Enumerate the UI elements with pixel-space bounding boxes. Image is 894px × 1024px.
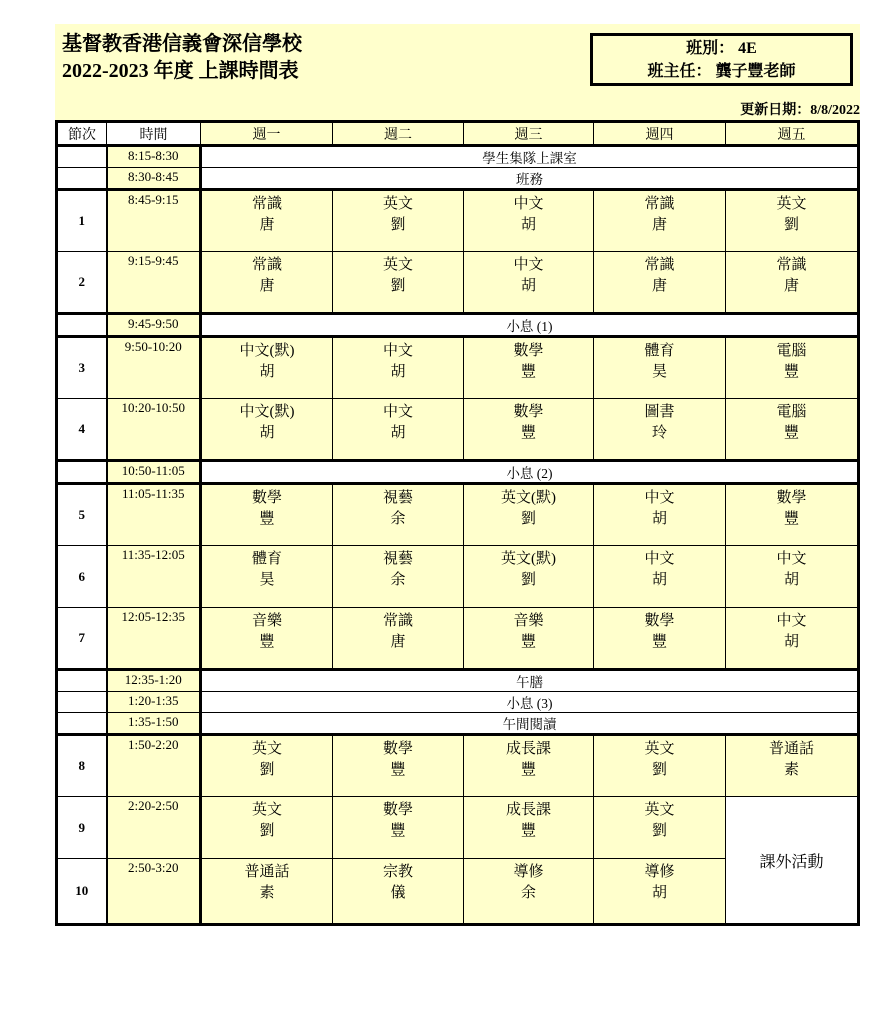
teacher-name: 胡: [390, 364, 406, 380]
subject-name: 常識: [251, 257, 282, 273]
lesson-cell: [726, 546, 859, 608]
lesson-cell: [201, 859, 333, 925]
teacher-name: 玲: [651, 425, 667, 441]
lesson-cell: [333, 484, 464, 546]
school-header: [62, 31, 302, 85]
period-number-cell: 7: [57, 608, 107, 670]
lesson-cell: [333, 797, 464, 859]
teacher-name: 昊: [259, 572, 275, 588]
lesson-row: [57, 190, 859, 252]
subject-name: 英文(默): [501, 490, 556, 506]
header-row: [57, 122, 859, 146]
updated-date-label: 更新日期：: [740, 103, 811, 118]
lesson-cell: [201, 484, 333, 546]
subject-name: 中文: [644, 551, 675, 567]
subject-name: 數學: [513, 343, 544, 359]
class-label: 班別：: [686, 39, 735, 57]
teacher-name: 唐: [651, 217, 667, 233]
subject-name: 數學: [776, 490, 807, 506]
lesson-cell: [464, 735, 594, 797]
lesson-row: [57, 797, 859, 859]
time-cell: 9:15-9:45: [107, 252, 201, 314]
class-teacher-label: 班主任：: [647, 62, 712, 80]
teacher-name: 唐: [651, 278, 667, 294]
subject-name: 電腦: [776, 343, 807, 359]
time-cell: 10:20-10:50: [107, 399, 201, 461]
time-cell: 1:20-1:35: [107, 692, 201, 713]
teacher-name: 唐: [259, 278, 275, 294]
teacher-name: 劉: [783, 217, 799, 233]
lesson-cell: [464, 484, 594, 546]
schedule-span-row: [57, 314, 859, 337]
teacher-name: 儀: [390, 885, 406, 901]
teacher-name: 豐: [651, 634, 667, 650]
whole-class-activity-cell: 小息 (1): [201, 314, 859, 337]
lesson-cell: [201, 546, 333, 608]
school-name: 基督教香港信義會深信學校: [62, 33, 302, 55]
updated-date-value: 8/8/2022: [810, 103, 860, 118]
subject-name: 成長課: [505, 802, 551, 818]
period-number-cell: [57, 461, 107, 484]
teacher-name: 豐: [520, 634, 536, 650]
lesson-cell: [594, 546, 726, 608]
subject-name: 常識: [251, 196, 282, 212]
subject-name: 中文(默): [239, 343, 295, 359]
subject-name: 中文(默): [239, 404, 295, 420]
time-cell: 9:45-9:50: [107, 314, 201, 337]
class-value: 4E: [738, 39, 757, 57]
teacher-name: 豐: [259, 511, 275, 527]
time-cell: 8:15-8:30: [107, 146, 201, 168]
lesson-cell: [594, 337, 726, 399]
period-number-cell: [57, 168, 107, 190]
lesson-cell: [726, 337, 859, 399]
lesson-cell: [464, 608, 594, 670]
column-header: 週四: [594, 122, 726, 146]
subject-name: 電腦: [776, 404, 807, 420]
teacher-name: 劉: [520, 572, 536, 588]
period-number-cell: 3: [57, 337, 107, 399]
subject-name: 視藝: [382, 551, 413, 567]
time-cell: 8:30-8:45: [107, 168, 201, 190]
time-cell: 11:35-12:05: [107, 546, 201, 608]
period-number-cell: [57, 670, 107, 692]
subject-name: 常識: [382, 613, 413, 629]
lesson-row: [57, 484, 859, 546]
column-header: 週一: [201, 122, 333, 146]
lesson-row: [57, 546, 859, 608]
column-header: 時間: [107, 122, 201, 146]
teacher-name: 余: [390, 572, 406, 588]
teacher-name: 胡: [259, 364, 275, 380]
teacher-name: 素: [259, 885, 275, 901]
time-cell: 1:50-2:20: [107, 735, 201, 797]
subject-name: 英文: [251, 802, 282, 818]
schedule-span-row: [57, 692, 859, 713]
lesson-cell: [333, 252, 464, 314]
lesson-cell: [201, 608, 333, 670]
class-line: [593, 37, 850, 60]
updated-date: [740, 99, 860, 119]
lesson-cell: [201, 797, 333, 859]
teacher-name: 唐: [259, 217, 275, 233]
teacher-name: 劉: [651, 762, 667, 778]
lesson-cell: [201, 337, 333, 399]
period-number-cell: 5: [57, 484, 107, 546]
whole-class-activity-cell: 班務: [201, 168, 859, 190]
period-number-cell: 9: [57, 797, 107, 859]
subject-name: 圖書: [644, 404, 675, 420]
lesson-cell: [594, 608, 726, 670]
lesson-cell: [594, 859, 726, 925]
subject-name: 中文: [513, 257, 544, 273]
whole-class-activity-cell: 小息 (3): [201, 692, 859, 713]
teacher-name: 豐: [783, 425, 799, 441]
class-info-box: [590, 33, 853, 86]
subject-name: 英文: [644, 741, 675, 757]
subject-name: 數學: [251, 490, 282, 506]
time-cell: 12:35-1:20: [107, 670, 201, 692]
column-header: 週二: [333, 122, 464, 146]
lesson-cell: [333, 337, 464, 399]
lesson-cell: [201, 399, 333, 461]
schedule-span-row: [57, 461, 859, 484]
teacher-name: 胡: [520, 278, 536, 294]
lesson-row: [57, 252, 859, 314]
timetable: [55, 120, 860, 926]
subject-name: 宗教: [382, 864, 413, 880]
lesson-cell: [726, 399, 859, 461]
subject-name: 導修: [644, 864, 675, 880]
subject-name: 數學: [382, 741, 413, 757]
subject-name: 體育: [644, 343, 675, 359]
teacher-name: 劉: [520, 511, 536, 527]
whole-class-activity-cell: 小息 (2): [201, 461, 859, 484]
subject-name: 普通話: [768, 741, 814, 757]
lesson-cell: [333, 735, 464, 797]
teacher-name: 劉: [259, 823, 275, 839]
teacher-name: 胡: [259, 425, 275, 441]
subject-name: 視藝: [382, 490, 413, 506]
column-header: 節次: [57, 122, 107, 146]
teacher-name: 豐: [390, 823, 406, 839]
whole-class-activity-cell: 午間閱讀: [201, 713, 859, 735]
schedule-span-row: [57, 670, 859, 692]
teacher-name: 胡: [651, 885, 667, 901]
lesson-cell: [726, 484, 859, 546]
lesson-row: [57, 608, 859, 670]
schedule-span-row: [57, 168, 859, 190]
time-cell: 1:35-1:50: [107, 713, 201, 735]
teacher-name: 余: [520, 885, 536, 901]
subject-name: 數學: [382, 802, 413, 818]
teacher-name: 豐: [520, 364, 536, 380]
lesson-cell: [594, 399, 726, 461]
time-cell: 2:20-2:50: [107, 797, 201, 859]
lesson-cell: [594, 735, 726, 797]
teacher-name: 胡: [390, 425, 406, 441]
teacher-name: 劉: [390, 217, 406, 233]
schedule-span-row: [57, 713, 859, 735]
schedule-span-row: [57, 146, 859, 168]
teacher-name: 豐: [520, 425, 536, 441]
time-cell: 8:45-9:15: [107, 190, 201, 252]
lesson-cell: [594, 190, 726, 252]
lesson-cell: [333, 608, 464, 670]
subject-name: 中文: [382, 343, 413, 359]
subject-name: 體育: [251, 551, 282, 567]
subject-name: 英文: [382, 196, 413, 212]
lesson-cell: [333, 399, 464, 461]
teacher-line: [593, 60, 850, 83]
lesson-cell: [464, 859, 594, 925]
teacher-name: 豐: [783, 364, 799, 380]
lesson-row: [57, 399, 859, 461]
period-number-cell: [57, 314, 107, 337]
subject-name: 英文(默): [501, 551, 556, 567]
lesson-cell: [594, 484, 726, 546]
lesson-cell: [594, 797, 726, 859]
teacher-name: 余: [390, 511, 406, 527]
whole-class-activity-cell: 學生集隊上課室: [201, 146, 859, 168]
lesson-row: [57, 735, 859, 797]
lesson-row: [57, 337, 859, 399]
teacher-name: 胡: [783, 572, 799, 588]
lesson-cell: [333, 859, 464, 925]
subject-name: 英文: [251, 741, 282, 757]
time-cell: 12:05-12:35: [107, 608, 201, 670]
teacher-name: 豐: [783, 511, 799, 527]
period-number-cell: 8: [57, 735, 107, 797]
lesson-cell: [464, 252, 594, 314]
period-number-cell: 4: [57, 399, 107, 461]
period-number-cell: 6: [57, 546, 107, 608]
time-cell: 9:50-10:20: [107, 337, 201, 399]
subject-name: 普通話: [244, 864, 290, 880]
teacher-name: 唐: [390, 634, 406, 650]
lesson-cell: [464, 546, 594, 608]
page-title: 2022-2023 年度 上課時間表: [62, 60, 299, 82]
subject-name: 英文: [382, 257, 413, 273]
lesson-cell: [333, 190, 464, 252]
subject-name: 常識: [776, 257, 807, 273]
lesson-cell: [726, 735, 859, 797]
whole-class-activity-cell: 午膳: [201, 670, 859, 692]
lesson-cell: [726, 190, 859, 252]
lesson-cell: [726, 252, 859, 314]
lesson-cell: [726, 608, 859, 670]
lesson-cell: [333, 546, 464, 608]
lesson-cell: [464, 797, 594, 859]
period-number-cell: [57, 146, 107, 168]
lesson-cell: [464, 190, 594, 252]
class-teacher-value: 龔子豐老師: [715, 62, 796, 80]
subject-name: 成長課: [505, 741, 551, 757]
time-cell: 2:50-3:20: [107, 859, 201, 925]
time-cell: 10:50-11:05: [107, 461, 201, 484]
subject-name: 英文: [776, 196, 807, 212]
subject-name: 音樂: [513, 613, 544, 629]
lesson-cell: [594, 252, 726, 314]
teacher-name: 胡: [783, 634, 799, 650]
subject-name: 中文: [382, 404, 413, 420]
period-number-cell: [57, 692, 107, 713]
teacher-name: 素: [783, 762, 799, 778]
period-number-cell: 10: [57, 859, 107, 925]
teacher-name: 昊: [651, 364, 667, 380]
teacher-name: 胡: [520, 217, 536, 233]
period-number-cell: 2: [57, 252, 107, 314]
teacher-name: 唐: [783, 278, 799, 294]
teacher-name: 豐: [520, 823, 536, 839]
teacher-name: 劉: [651, 823, 667, 839]
subject-name: 常識: [644, 257, 675, 273]
column-header: 週三: [464, 122, 594, 146]
subject-name: 中文: [513, 196, 544, 212]
period-number-cell: 1: [57, 190, 107, 252]
lesson-cell: [464, 337, 594, 399]
extracurricular-activity-cell: 課外活動: [726, 797, 859, 925]
teacher-name: 豐: [520, 762, 536, 778]
teacher-name: 胡: [651, 572, 667, 588]
subject-name: 中文: [644, 490, 675, 506]
subject-name: 英文: [644, 802, 675, 818]
lesson-cell: [464, 399, 594, 461]
teacher-name: 豐: [259, 634, 275, 650]
column-header: 週五: [726, 122, 859, 146]
subject-name: 音樂: [251, 613, 282, 629]
subject-name: 常識: [644, 196, 675, 212]
lesson-cell: [201, 190, 333, 252]
subject-name: 數學: [513, 404, 544, 420]
subject-name: 中文: [776, 551, 807, 567]
subject-name: 中文: [776, 613, 807, 629]
teacher-name: 豐: [390, 762, 406, 778]
subject-name: 數學: [644, 613, 675, 629]
lesson-cell: [201, 252, 333, 314]
teacher-name: 劉: [259, 762, 275, 778]
teacher-name: 劉: [390, 278, 406, 294]
period-number-cell: [57, 713, 107, 735]
lesson-cell: [201, 735, 333, 797]
teacher-name: 胡: [651, 511, 667, 527]
subject-name: 導修: [513, 864, 544, 880]
time-cell: 11:05-11:35: [107, 484, 201, 546]
